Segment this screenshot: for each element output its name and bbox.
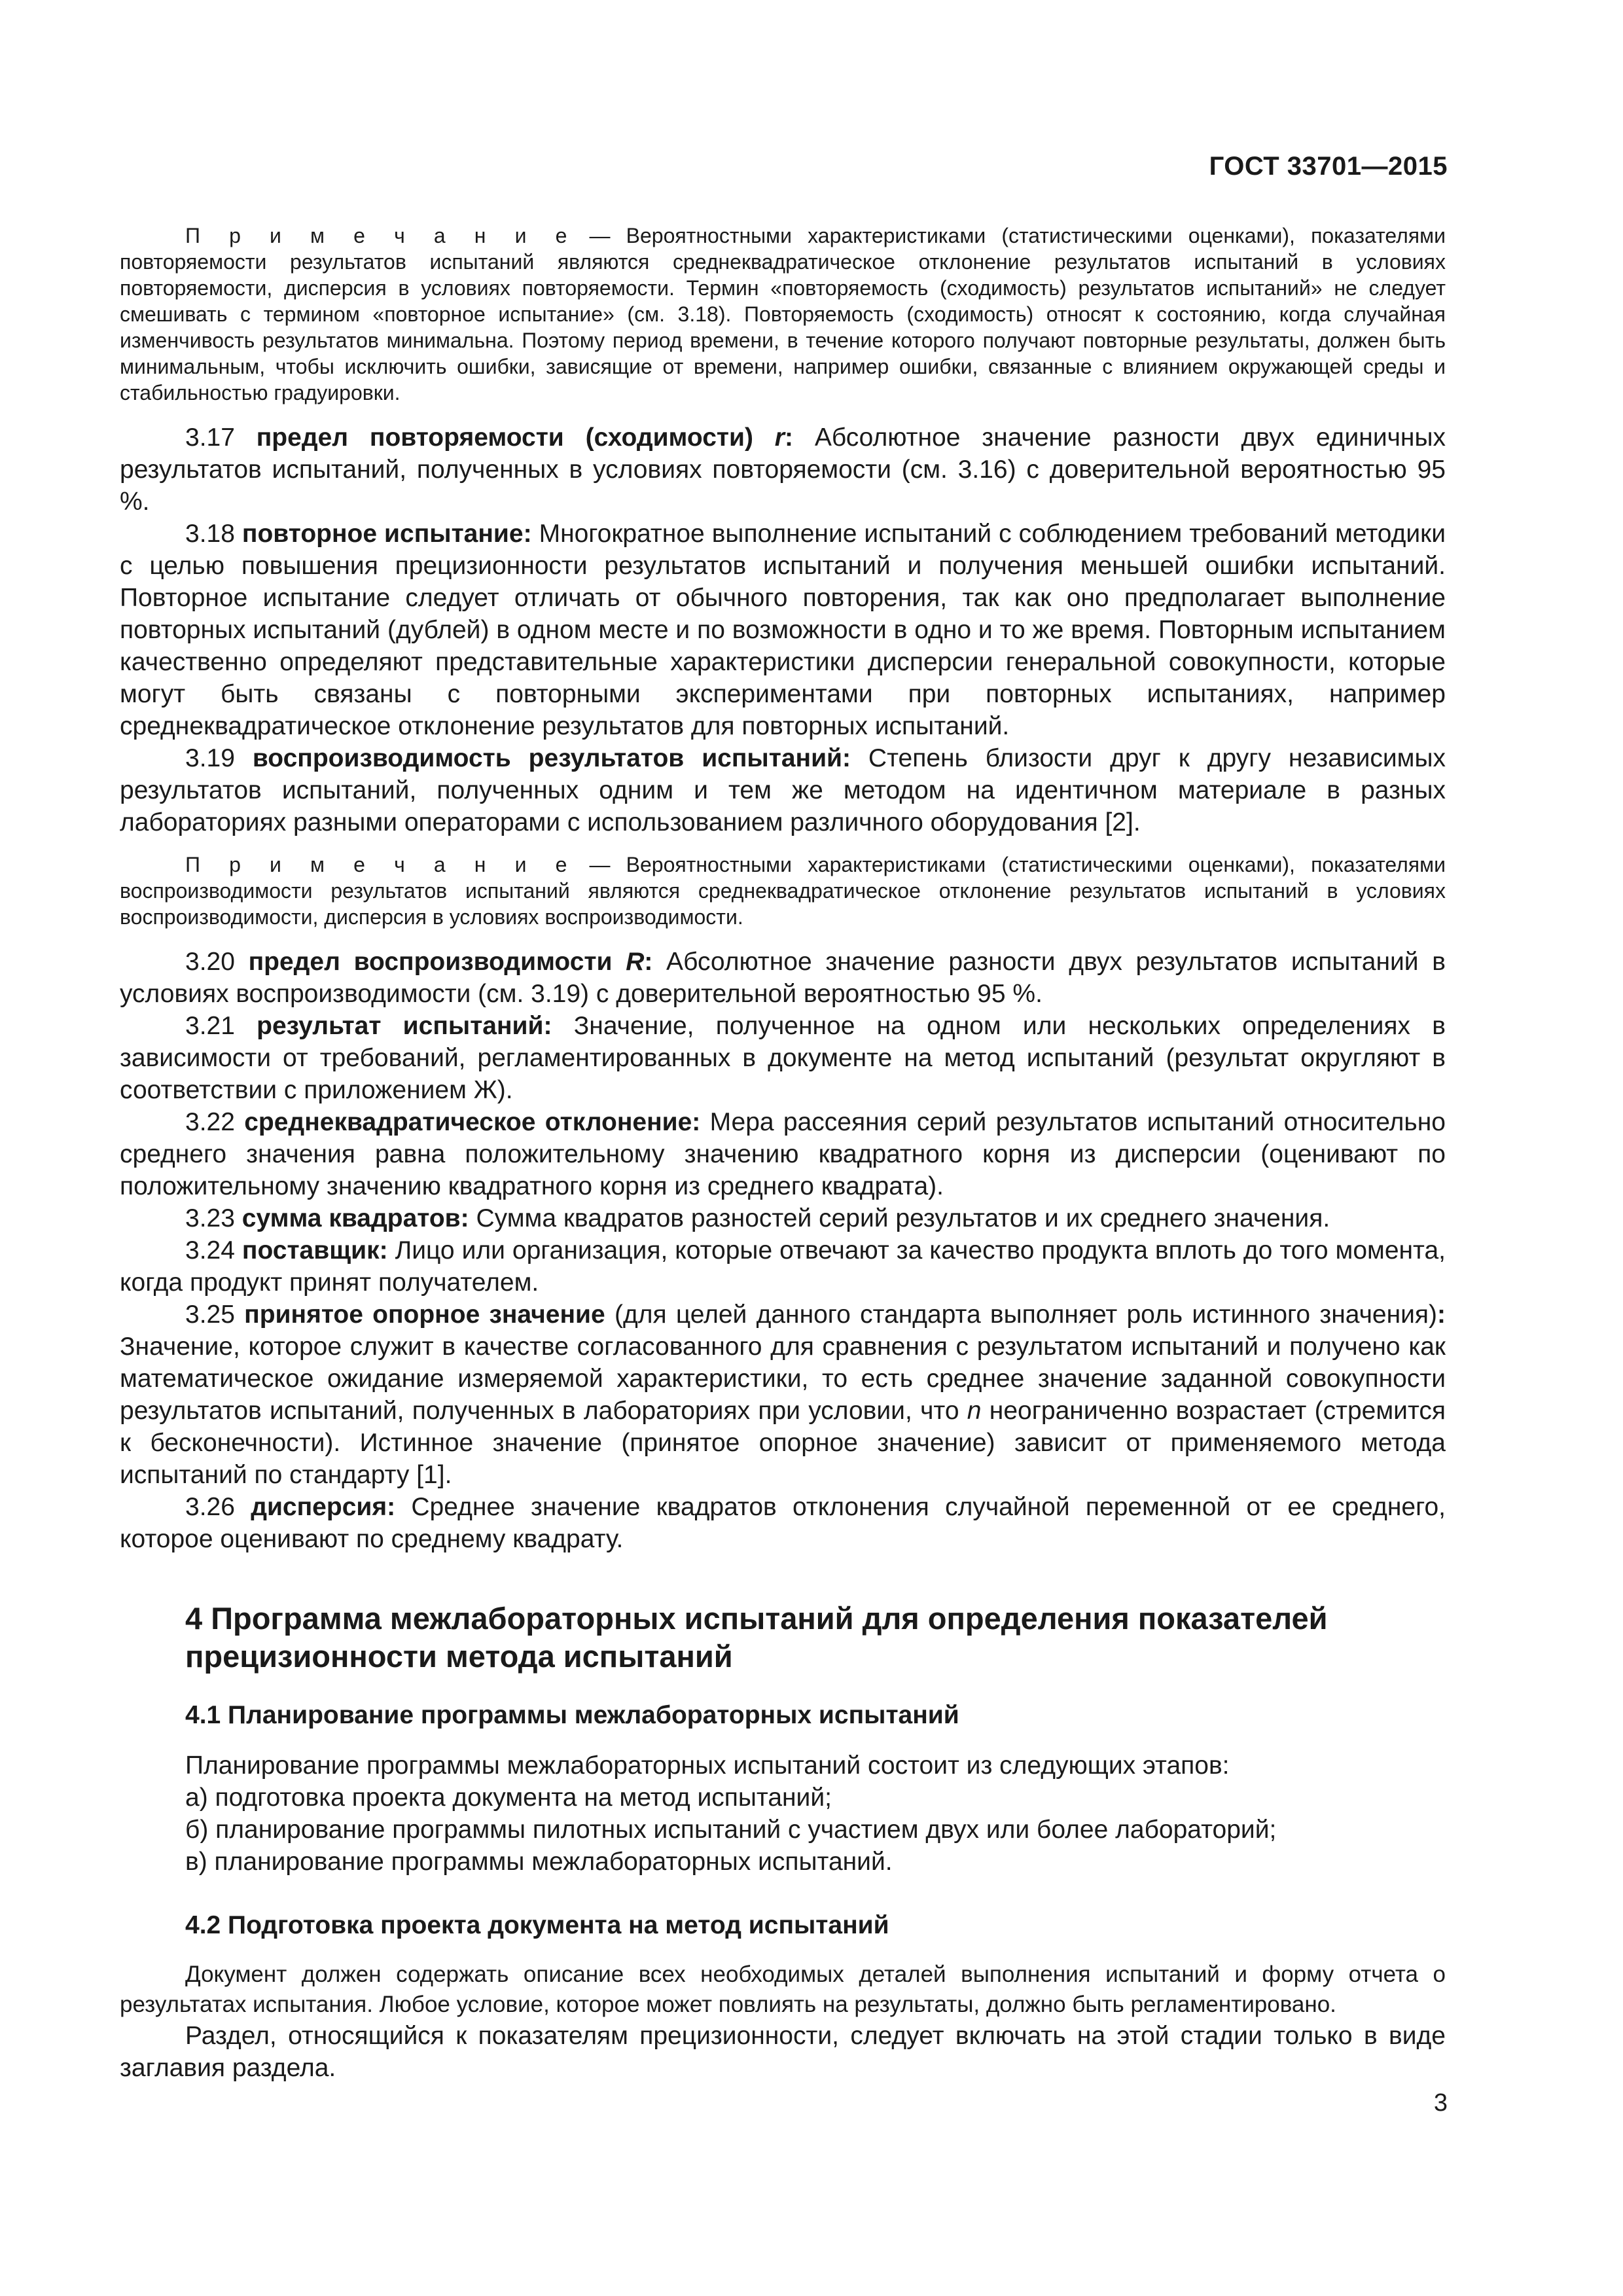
page-content — [120, 223, 1446, 2084]
term-3-26 — [120, 1491, 1446, 1555]
term-name: поставщик: — [241, 1236, 388, 1265]
term-qualifier: (для целей данного стандарта выполняет роль истинного значения) — [605, 1300, 1438, 1329]
term-3-23 — [120, 1202, 1446, 1234]
list-item: б) планирование программы пилотных испытаний с участием двух или более лабораторий; — [185, 1816, 1277, 1844]
section-4-1-intro: Планирование программы межлабораторных испытаний состоит из следующих этапов: — [185, 1751, 1230, 1780]
term-number: 3.21 — [185, 1012, 257, 1040]
term-number: 3.26 — [185, 1493, 251, 1521]
term-3-21 — [120, 1010, 1446, 1106]
term-name: сумма квадратов: — [241, 1204, 469, 1232]
term-symbol: r — [774, 423, 785, 452]
term-number: 3.19 — [185, 744, 253, 772]
term-definition: Абсолютное значение разности двух результатов испытаний в условиях воспроизводимости (см. 3.19) с доверительной вероятностью 95 %. — [120, 948, 1446, 1008]
list-item: в) планирование программы межлабораторных испытаний. — [185, 1848, 893, 1876]
section-4-2-heading: 4.2 Подготовка проекта документа на метод испытаний — [185, 1911, 889, 1939]
note-label: П р и м е ч а н и е — [185, 224, 574, 247]
section-4-2-paragraph-1: Документ должен содержать описание всех необходимых деталей выполнения испытаний и форму отчета о результатах испытания. Любое условие, которое может повлиять на результаты, должно быть регламентировано. — [120, 1962, 1446, 2017]
term-definition: Степень близости друг к другу независимых результатов испытаний, полученных одним и тем же методом на идентичном материале в разных лабораториях разными операторами с использованием различного оборудования [2]. — [120, 744, 1446, 836]
term-colon: : — [784, 423, 793, 452]
term-number: 3.17 — [185, 423, 257, 452]
term-definition: Лицо или организация, которые отвечают за качество продукта вплоть до того момента, когда продукт принят получателем. — [120, 1236, 1446, 1297]
term-number: 3.22 — [185, 1108, 245, 1136]
term-definition-cont: неограниченно возрастает (стремится к бесконечности). Истинное значение (принятое опорное значение) зависит от применяемого метода испытаний по стандарту [1]. — [120, 1397, 1446, 1489]
section-4-1-heading: 4.1 Планирование программы межлабораторных испытаний — [185, 1701, 959, 1729]
term-number: 3.18 — [185, 520, 242, 548]
term-colon: : — [644, 948, 653, 976]
term-3-19 — [120, 742, 1446, 838]
term-3-17 — [120, 422, 1446, 518]
term-number: 3.24 — [185, 1236, 242, 1265]
term-name: предел воспроизводимости — [248, 948, 626, 976]
term-3-24 — [120, 1234, 1446, 1299]
page-number: 3 — [1433, 2089, 1448, 2117]
section-4-2-paragraph-2: Раздел, относящийся к показателям прецизионности, следует включать на этой стадии только в виде заглавия раздела. — [120, 2022, 1446, 2082]
note-label: П р и м е ч а н и е — [185, 853, 574, 876]
term-definition: Сумма квадратов разностей серий результатов и их среднего значения. — [469, 1204, 1330, 1232]
term-number: 3.20 — [185, 948, 249, 976]
term-colon: : — [1437, 1300, 1446, 1329]
term-3-20 — [120, 946, 1446, 1010]
term-definition: Значение, полученное на одном или нескольких определениях в зависимости от требований, регламентированных в документе на метод испытаний (результат округляют в соответствии с приложением Ж). — [120, 1012, 1446, 1104]
term-name: дисперсия: — [251, 1493, 396, 1521]
term-symbol: R — [626, 948, 645, 976]
section-4-1-list — [120, 1749, 1446, 1878]
term-definition: Мера рассеяния серий результатов испытаний относительно среднего значения равна положительному значению квадратного корня из дисперсии (оценивают по положительному значению квадратного корня из среднего квадрата). — [120, 1108, 1446, 1200]
term-name: воспроизводимость результатов испытаний: — [252, 744, 851, 772]
term-name: повторное испытание: — [241, 520, 532, 548]
note-reproducibility — [120, 852, 1446, 930]
section-4-heading: 4 Программа межлабораторных испытаний для определения показателей прецизионности метода испытаний — [185, 1601, 1328, 1674]
document-code: ГОСТ 33701—2015 — [1209, 152, 1448, 181]
list-item: а) подготовка проекта документа на метод испытаний; — [185, 1784, 832, 1812]
term-definition: Значение, которое служит в качестве согласованного для сравнения с результатом испытаний и получено как математическое ожидание измеряемой характеристики, то есть среднее значение заданной совокупности результатов испытаний, полученных в лабораториях при условии, что — [120, 1333, 1446, 1425]
term-3-18 — [120, 518, 1446, 742]
variable-n: n — [967, 1397, 982, 1425]
term-3-25 — [120, 1299, 1446, 1491]
term-3-22 — [120, 1106, 1446, 1202]
term-definition: Среднее значение квадратов отклонения случайной переменной от ее среднего, которое оценивают по среднему квадрату. — [120, 1493, 1446, 1553]
note-text: — Вероятностными характеристиками (статистическими оценками), показателями повторяемости результатов испытаний являются среднеквадратическое отклонение результатов испытаний в условиях повторяемости, дисперсия в условиях повторяемости. Термин «повторяемость (сходимость) результатов испытаний» не следует смешивать с термином «повторное испытание» (см. 3.18). Повторяемость (сходимость) относят к состоянию, когда случайная изменчивость результатов минимальна. Поэтому период времени, в течение которого получают повторные результаты, должен быть минимальным, чтобы исключить ошибки, зависящие от времени, например ошибки, связанные с влиянием окружающей среды и стабильностью градуировки. — [120, 224, 1446, 404]
term-definition: Абсолютное значение разности двух единичных результатов испытаний, полученных в условиях повторяемости (см. 3.16) с доверительной вероятностью 95 %. — [120, 423, 1446, 516]
term-definition: Многократное выполнение испытаний с соблюдением требований методики с целью повышения прецизионности результатов испытаний и получения меньшей ошибки испытаний. Повторное испытание следует отличать от обычного повторения, так как оно предполагает выполнение повторных испытаний (дублей) в одном месте и по возможности в одно и то же время. Повторным испытанием качественно определяют представительные характеристики дисперсии генеральной совокупности, которые могут быть связаны с повторными экспериментами при повторных испытаниях, например среднеквадратическое отклонение результатов для повторных испытаний. — [120, 520, 1446, 740]
term-name: среднеквадратическое отклонение: — [244, 1108, 701, 1136]
note-text: — Вероятностными характеристиками (статистическими оценками), показателями воспроизводимости результатов испытаний являются среднеквадратическое отклонение результатов испытаний в условиях воспроизводимости, дисперсия в условиях воспроизводимости. — [120, 853, 1446, 929]
term-number: 3.25 — [185, 1300, 245, 1329]
term-name: результат испытаний: — [257, 1012, 552, 1040]
term-name: предел повторяемости (сходимости) — [256, 423, 775, 452]
note-repeatability — [120, 223, 1446, 406]
term-name: принятое опорное значение — [244, 1300, 605, 1329]
term-number: 3.23 — [185, 1204, 242, 1232]
